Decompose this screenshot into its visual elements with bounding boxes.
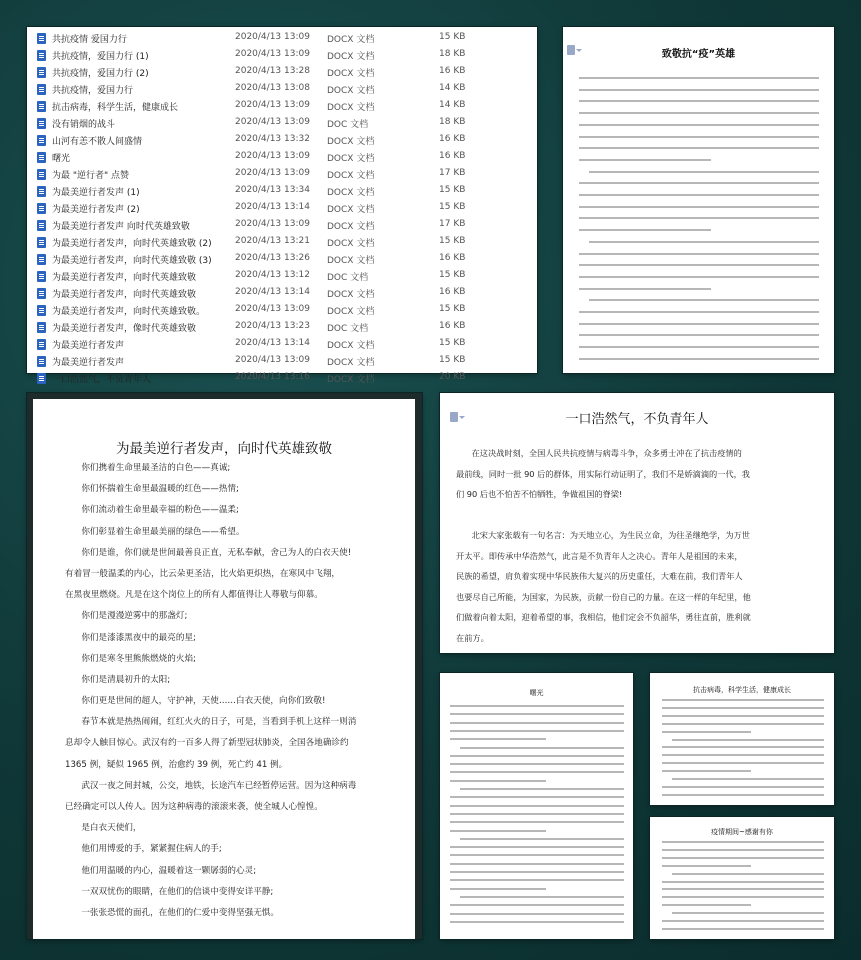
word-doc-icon [37, 101, 46, 112]
file-size: 15 KB [439, 304, 466, 314]
doc-text-line [662, 841, 824, 843]
file-date: 2020/4/13 13:16 [235, 372, 310, 382]
doc-text-line [579, 206, 819, 208]
file-row[interactable] [27, 200, 537, 217]
file-name: 曙光 [52, 154, 71, 164]
doc-text-line [579, 136, 819, 138]
doc-text-line [579, 112, 819, 114]
doc-text-line: 他们用博爱的手，紧紧握住病人的手; [81, 844, 222, 855]
file-size: 15 KB [439, 236, 466, 246]
file-size: 16 KB [439, 66, 466, 76]
file-size: 18 KB [439, 49, 466, 59]
doc-text-line [662, 928, 824, 930]
file-date: 2020/4/13 13:34 [235, 185, 310, 195]
file-name: 没有销烟的战斗 [52, 120, 116, 130]
doc-text-line [456, 505, 828, 526]
doc-text-line [450, 913, 624, 915]
file-row[interactable] [27, 115, 537, 132]
doc-page [33, 399, 415, 939]
doc-text-line [662, 762, 824, 764]
word-doc-icon [37, 152, 46, 163]
file-name: 为最美逆行者发声 [52, 358, 125, 368]
doc-page [440, 393, 834, 653]
word-doc-icon [37, 203, 46, 214]
doc-text-line [450, 755, 624, 757]
doc-text-line [662, 904, 751, 906]
doc-text-line [579, 159, 711, 161]
doc-text-line: 你们更是世间的超人，守护神，天使……白衣天使，向你们致敬! [81, 696, 326, 707]
doc-text-line: 在黑夜里燃烧。凡是在这个岗位上的所有人都值得让人尊敬与仰慕。 [65, 590, 323, 601]
file-row[interactable] [27, 47, 537, 64]
doc-page [563, 27, 834, 373]
file-size: 15 KB [439, 355, 466, 365]
doc-text-line [672, 873, 824, 875]
doc-text-line [460, 838, 624, 840]
doc-text-line: 们 90 后也不怕苦不怕牺牲，争做祖国的脊梁! [456, 489, 623, 499]
word-doc-icon [37, 356, 46, 367]
doc-text-line: 北宋大家张载有一句名言：为天地立心，为生民立命，为往圣继绝学，为万世 [471, 530, 750, 540]
doc-text-line [450, 854, 624, 856]
file-date: 2020/4/13 13:14 [235, 202, 310, 212]
file-date: 2020/4/13 13:14 [235, 338, 310, 348]
doc-text-line [589, 241, 819, 243]
file-type: DOCX 文档 [327, 35, 375, 45]
file-type: DOCX 文档 [327, 239, 375, 249]
doc-text-line [662, 794, 824, 796]
doc-text-line [579, 100, 819, 102]
file-date: 2020/4/13 13:21 [235, 236, 310, 246]
file-type: DOCX 文档 [327, 103, 375, 113]
doc-text-line [450, 904, 624, 906]
doc-text-line: 你们怀揣着生命里最温暖的红色——热情; [81, 484, 239, 495]
file-size: 17 KB [439, 219, 466, 229]
word-doc-icon [37, 50, 46, 61]
word-doc-icon [37, 186, 46, 197]
file-name: 共抗疫情，爱国力行 (2) [52, 69, 149, 79]
doc-text-line: 们做着向着太阳，迎着希望的事，我相信，他们定会不负韶华，勇往直前，胜利就 [456, 612, 751, 622]
file-date: 2020/4/13 13:28 [235, 66, 310, 76]
file-date: 2020/4/13 13:09 [235, 32, 310, 42]
doc-text-line [450, 871, 624, 873]
doc-preview-epidemic[interactable] [650, 817, 834, 939]
file-name: 为最 "逆行者" 点赞 [52, 171, 130, 181]
file-size: 20 KB [439, 372, 466, 382]
doc-text-line: 在这决战时刻，全国人民共抗疫情与病毒斗争，众多勇士冲在了抗击疫情的 [471, 448, 742, 458]
doc-preview-main[interactable] [27, 393, 422, 939]
doc-text-line [579, 194, 819, 196]
doc-text-line [450, 771, 624, 773]
doc-text-line [589, 171, 819, 173]
doc-title: 致敬抗“疫”英雄 [661, 49, 736, 60]
file-name: 为最美逆行者发声，向时代英雄致敬 [52, 273, 197, 283]
doc-text-line: 最前线，同时一批 90 后的群体，用实际行动证明了，我们不是娇滴滴的一代，我 [456, 468, 750, 479]
word-doc-icon [37, 373, 46, 384]
file-date: 2020/4/13 13:23 [235, 321, 310, 331]
file-name: 共抗疫情，爱国力行 (1) [52, 52, 149, 62]
doc-text-line: 你们是寒冬里熊熊燃烧的火焰; [81, 653, 196, 664]
file-row[interactable] [27, 268, 537, 285]
doc-text-line [450, 863, 624, 865]
doc-text-line [662, 857, 824, 859]
word-doc-icon [37, 84, 46, 95]
doc-text-line [662, 731, 751, 733]
file-date: 2020/4/13 13:09 [235, 100, 310, 110]
doc-text-line [579, 264, 819, 266]
file-size: 16 KB [439, 151, 466, 161]
file-row[interactable] [27, 98, 537, 115]
doc-text-line: 春节本就是热热闹闹，红红火火的日子，可是，当看到手机上这样一则消 [81, 717, 357, 728]
doc-text-line [450, 813, 624, 815]
file-row[interactable] [27, 251, 537, 268]
doc-text-line [589, 299, 819, 301]
file-type: DOCX 文档 [327, 154, 375, 164]
doc-text-line [579, 124, 819, 126]
doc-text-line [579, 311, 819, 313]
file-type: DOCX 文档 [327, 171, 375, 181]
file-date: 2020/4/13 13:09 [235, 49, 310, 59]
doc-preview-youth[interactable] [440, 393, 834, 653]
doc-text-line [672, 912, 824, 914]
word-doc-icon [37, 288, 46, 299]
doc-text-line: 你们彰显着生命里最美丽的绿色——希望。 [81, 526, 245, 537]
file-name: 共抗疫情，爱国力行 [52, 86, 134, 96]
word-doc-icon [37, 220, 46, 231]
doc-text-line: 你们携着生命里最圣洁的白色——真诚; [81, 463, 231, 473]
file-size: 15 KB [439, 185, 466, 195]
file-row[interactable] [27, 336, 537, 353]
file-date: 2020/4/13 13:12 [235, 270, 310, 280]
doc-text-line [450, 846, 624, 848]
file-name: 共抗疫情 爱国力行 [52, 35, 127, 45]
doc-title: 疫情期间~感谢有你 [711, 828, 773, 836]
word-doc-icon [37, 339, 46, 350]
file-row[interactable] [27, 81, 537, 98]
file-size: 17 KB [439, 168, 466, 178]
word-doc-icon [37, 305, 46, 316]
file-name: 为最美逆行者发声，像时代英雄致敬 [52, 324, 197, 334]
doc-text-line [450, 722, 624, 724]
doc-text-line [662, 770, 751, 772]
file-name: 为最美逆行者发声，向时代英雄致敬 (2) [52, 239, 212, 249]
doc-text-line: 你们是清晨初升的太阳; [81, 674, 171, 685]
doc-text-line [662, 707, 824, 709]
file-type: DOCX 文档 [327, 290, 375, 300]
doc-text-line: 民族的希望，肩负着实现中华民族伟大复兴的历史重任，大难在前，我们青年人 [456, 571, 743, 581]
word-doc-icon [37, 67, 46, 78]
doc-text-line [579, 323, 819, 325]
doc-text-line [579, 253, 819, 255]
file-size: 15 KB [439, 32, 466, 42]
doc-text-line: 你们是漫漫逆雾中的那盏灯; [81, 611, 188, 622]
file-type: DOC 文档 [327, 324, 369, 334]
word-doc-icon [37, 322, 46, 333]
doc-text-line [579, 358, 819, 360]
doc-text-line [662, 754, 824, 756]
doc-text-line [579, 77, 819, 79]
doc-text-line [579, 89, 819, 91]
word-doc-icon [37, 271, 46, 282]
doc-text-line [450, 763, 624, 765]
file-type: DOCX 文档 [327, 137, 375, 147]
doc-text-line [450, 738, 546, 740]
file-row[interactable] [27, 132, 537, 149]
file-type: DOC 文档 [327, 120, 369, 130]
doc-text-line [460, 747, 624, 749]
file-name: 为最美逆行者发声 [52, 341, 125, 351]
file-date: 2020/4/13 13:09 [235, 168, 310, 178]
file-size: 14 KB [439, 83, 466, 93]
doc-text-line [579, 346, 819, 348]
file-date: 2020/4/13 13:09 [235, 117, 310, 127]
file-name: 为最美逆行者发声 (2) [52, 205, 140, 215]
file-list-panel [27, 27, 537, 385]
file-name: 山河有恙不散人间盛情 [52, 137, 143, 147]
doc-text-line [662, 865, 751, 867]
doc-text-line [450, 879, 624, 881]
file-type: DOCX 文档 [327, 307, 375, 317]
file-row[interactable] [27, 319, 537, 336]
doc-text-line [450, 805, 624, 807]
file-type: DOCX 文档 [327, 222, 375, 232]
word-doc-icon [37, 254, 46, 265]
word-doc-icon [37, 118, 46, 129]
file-type: DOC 文档 [327, 273, 369, 283]
doc-text-line [662, 881, 824, 883]
doc-text-line [450, 713, 624, 715]
doc-text-line: 一双双忧伤的眼睛，在他们的信谈中变得安详平静; [81, 886, 274, 897]
doc-text-line: 一张张恐慌的面孔，在他们的仁爱中变得坚强无惧。 [81, 907, 279, 918]
doc-preview-hero[interactable] [563, 27, 834, 373]
doc-text-line [672, 739, 824, 741]
word-doc-icon [37, 169, 46, 180]
file-type: DOCX 文档 [327, 86, 375, 96]
doc-text-line: 有着冒一般温柔的内心，比云朵更圣洁，比火焰更炽热，在寒风中飞翔， [65, 568, 341, 579]
file-size: 15 KB [439, 338, 466, 348]
doc-text-line: 1365 例，疑似 1965 例，治愈约 39 例，死亡约 41 例。 [65, 759, 288, 770]
word-doc-icon [37, 237, 46, 248]
doc-title: 抗击病毒，科学生活，健康成长 [693, 686, 791, 694]
doc-text-line [579, 147, 819, 149]
doc-preview-health[interactable] [650, 673, 834, 805]
doc-text-line [662, 786, 824, 788]
file-size: 16 KB [439, 321, 466, 331]
doc-text-line [579, 217, 819, 219]
file-date: 2020/4/13 13:26 [235, 253, 310, 263]
file-type: DOCX 文档 [327, 375, 375, 385]
doc-text-line: 开太平。即传承中华浩然气，此言是不负青年人之决心。青年人是祖国的未来， [456, 550, 743, 561]
doc-body [456, 443, 828, 648]
file-row[interactable] [27, 64, 537, 81]
file-date: 2020/4/13 13:09 [235, 151, 310, 161]
file-type: DOCX 文档 [327, 52, 375, 62]
file-name: 一口浩然气，不负青年人 [52, 375, 152, 385]
doc-text-line [450, 730, 624, 732]
doc-text-line [450, 796, 624, 798]
doc-text-line: 息却令人触目惊心。武汉有约一百多人得了新型冠状肺炎，全国各地确诊约 [65, 738, 349, 749]
file-type: DOCX 文档 [327, 358, 375, 368]
doc-text-line [450, 921, 624, 923]
doc-text-line [662, 723, 824, 725]
doc-text-line: 已经确定可以人传人。因为这种病毒的滚滚来袭，使全城人心惶惶。 [65, 802, 323, 812]
doc-text-line [662, 715, 824, 717]
doc-preview-dawn[interactable] [440, 673, 633, 939]
doc-text-line [662, 896, 824, 898]
doc-title: 曙光 [529, 689, 544, 697]
file-size: 16 KB [439, 287, 466, 297]
file-name: 为最美逆行者发声，向时代英雄致敬 [52, 290, 197, 300]
file-type: DOCX 文档 [327, 205, 375, 215]
doc-text-line [579, 229, 711, 231]
doc-text-line [450, 830, 546, 832]
doc-text-line [579, 334, 819, 336]
doc-title: 一口浩然气，不负青年人 [565, 412, 709, 427]
doc-text-line: 是白衣天使们， [81, 823, 142, 834]
file-row[interactable] [27, 183, 537, 200]
doc-text-line [579, 288, 711, 290]
file-type: DOCX 文档 [327, 188, 375, 198]
doc-text-line: 武汉一夜之间封城，公交，地铁，长途汽车已经暂停运营。因为这种病毒 [81, 780, 357, 791]
file-size: 16 KB [439, 134, 466, 144]
file-size: 15 KB [439, 202, 466, 212]
file-type: DOCX 文档 [327, 69, 375, 79]
doc-text-line: 他们用温暖的内心，温暖着这一颗孱弱的心灵; [81, 865, 257, 876]
word-doc-icon [37, 135, 46, 146]
file-row[interactable] [27, 149, 537, 166]
file-row[interactable] [27, 166, 537, 183]
file-row[interactable] [27, 217, 537, 234]
doc-text-line [450, 780, 546, 782]
doc-text-line [662, 888, 824, 890]
file-name: 为最美逆行者发声，向时代英雄致敬 (3) [52, 256, 212, 266]
file-row[interactable] [27, 302, 537, 319]
doc-text-line [662, 746, 824, 748]
file-type: DOCX 文档 [327, 256, 375, 266]
file-row[interactable] [27, 30, 537, 47]
file-row[interactable] [27, 353, 537, 370]
word-doc-icon [37, 33, 46, 44]
doc-text-line [460, 788, 624, 790]
file-date: 2020/4/13 13:32 [235, 134, 310, 144]
doc-text-line: 你们流动着生命里最幸福的粉色——温柔; [81, 505, 239, 516]
doc-text-line: 在前方。 [456, 632, 489, 643]
file-row[interactable] [27, 234, 537, 251]
file-date: 2020/4/13 13:14 [235, 287, 310, 297]
doc-text-line [662, 849, 824, 851]
doc-text-line [579, 182, 819, 184]
file-name: 为最美逆行者发声，向时代英雄致敬。 [52, 307, 206, 317]
doc-text-line [450, 888, 546, 890]
doc-text-line [460, 896, 624, 898]
doc-title: 为最美逆行者发声，向时代英雄致敬 [116, 441, 332, 457]
doc-text-line: 也要尽自己所能，为国家，为民族，贡献一份自己的力量。在这一样的年纪里，他 [456, 591, 751, 602]
doc-text-line [672, 778, 824, 780]
file-size: 18 KB [439, 117, 466, 127]
doc-text-line [579, 276, 819, 278]
file-date: 2020/4/13 13:09 [235, 355, 310, 365]
file-name: 为最美逆行者发声 (1) [52, 188, 140, 198]
file-date: 2020/4/13 13:09 [235, 219, 310, 229]
file-row[interactable] [27, 370, 537, 387]
doc-text-line: 你们是谁，你们就是世间最善良正直，无私奉献，舍己为人的白衣天使! [81, 547, 352, 558]
file-size: 15 KB [439, 270, 466, 280]
file-row[interactable] [27, 285, 537, 302]
file-type: DOCX 文档 [327, 341, 375, 351]
doc-text-line [450, 821, 624, 823]
doc-text-line: 你们是漆漆黑夜中的最亮的星; [81, 632, 196, 643]
file-name: 为最美逆行者发声 向时代英雄致敬 [52, 222, 190, 232]
file-name: 抗击病毒，科学生活，健康成长 [52, 103, 179, 113]
doc-text-line [450, 705, 624, 707]
doc-body [65, 458, 405, 924]
file-size: 16 KB [439, 253, 466, 263]
file-date: 2020/4/13 13:08 [235, 83, 310, 93]
doc-text-line [662, 920, 824, 922]
doc-text-line [662, 699, 824, 701]
file-date: 2020/4/13 13:09 [235, 304, 310, 314]
file-size: 14 KB [439, 100, 466, 110]
